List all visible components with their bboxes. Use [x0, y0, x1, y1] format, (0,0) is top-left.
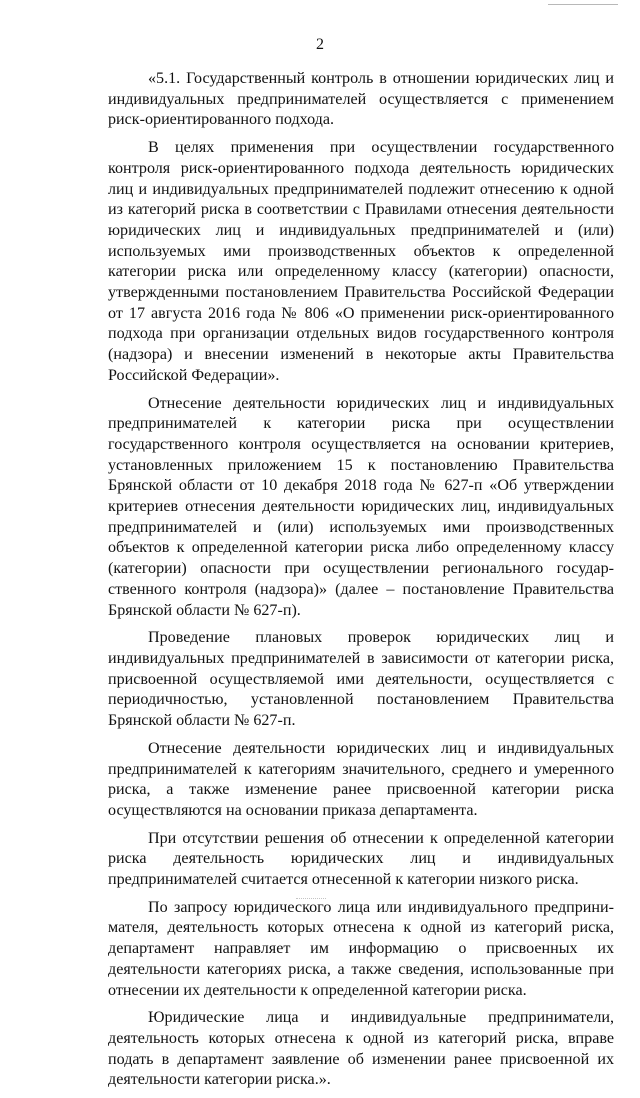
paragraph-information-request: По запросу юридического лица или индивидуального предпринимателя, деятельность которых отнесена к одной из категорий риска, департамент направляет им информацию о присвоенных их деятельности категориях риска, а также сведения, использованные при отнесении их деятельности к определенной категории риска. — [108, 898, 614, 999]
paragraph-risk-categorization: Отнесение деятельности юридических лиц и индивидуальных предпринимателей к категории риска при осуществлении государственного контроля осуществляется на основании критериев, установленных приложением 15 к постановлению Правительства Брянской области от 10 декабря 2018 года № 627-п «Об утверждении критериев отнесения деятельности юридических лиц, индивидуальных предпринимателей и (или) используемых ими производственных объектов к определенной категории риска либо определенному классу (категории) опасности при осуществлении регионального государственного контроля (надзора)» (далее – постановление Правительства Брянской области № 627-п). — [108, 394, 614, 619]
paragraph-planned-inspections: Проведение плановых проверок юридических лиц и индивидуальных предпринимателей в зависимости от категории риска, присвоенной осуществляемой ими деятельности, осуществляется с периодичностью, установленной постановлением Правительства Брянской области № 627-п. — [108, 629, 614, 730]
page-number: 2 — [316, 36, 324, 53]
scan-edge-mark-bottom — [296, 898, 326, 900]
paragraph-low-risk-default: При отсутствии решения об отнесении к определенной категории риска деятельность юридических лиц и индивидуальных предпринимателей считается отнесенной к категории низкого риска. — [108, 829, 614, 889]
paragraph-risk-assignment-order: Отнесение деятельности юридических лиц и индивидуальных предпринимателей к категориям значительного, среднего и умеренного риска, а также изменение ранее присвоенной категории риска осуществляются на основании приказа департамента. — [108, 739, 614, 819]
paragraph-5-1: «5.1. Государственный контроль в отношении юридических лиц и индивидуальных предпринимателей осуществляется с применением риск-ориентированного подхода. — [108, 70, 614, 129]
document-body — [108, 69, 614, 1098]
scan-edge-mark — [548, 4, 618, 5]
paragraph-risk-oriented-approach: В целях применения при осуществлении государственного контроля риск-ориентированного подхода деятельность юридических лиц и индивидуальных предпринимателей подлежит отнесению к одной из категорий риска в соответствии с Правилами отнесения деятельности юридических лиц и индивидуальных предпринимателей и (или) используемых ими производственных объектов к определенной категории риска или определенному классу (категории) опасности, утвержденными постановлением Правительства Российской Федерации от 17 августа 2016 года № 806 «О применении риск-ориентированного подхода при организации отдельных видов государственного контроля (надзора) и внесении изменений в некоторые акты Правительства Российской Федерации». — [108, 139, 614, 384]
paragraph-change-application: Юридические лица и индивидуальные предприниматели, деятельность которых отнесена к одной из категорий риска, вправе подать в департамент заявление об изменении ранее присвоенной их деятельности категории риска.». — [108, 1009, 614, 1089]
